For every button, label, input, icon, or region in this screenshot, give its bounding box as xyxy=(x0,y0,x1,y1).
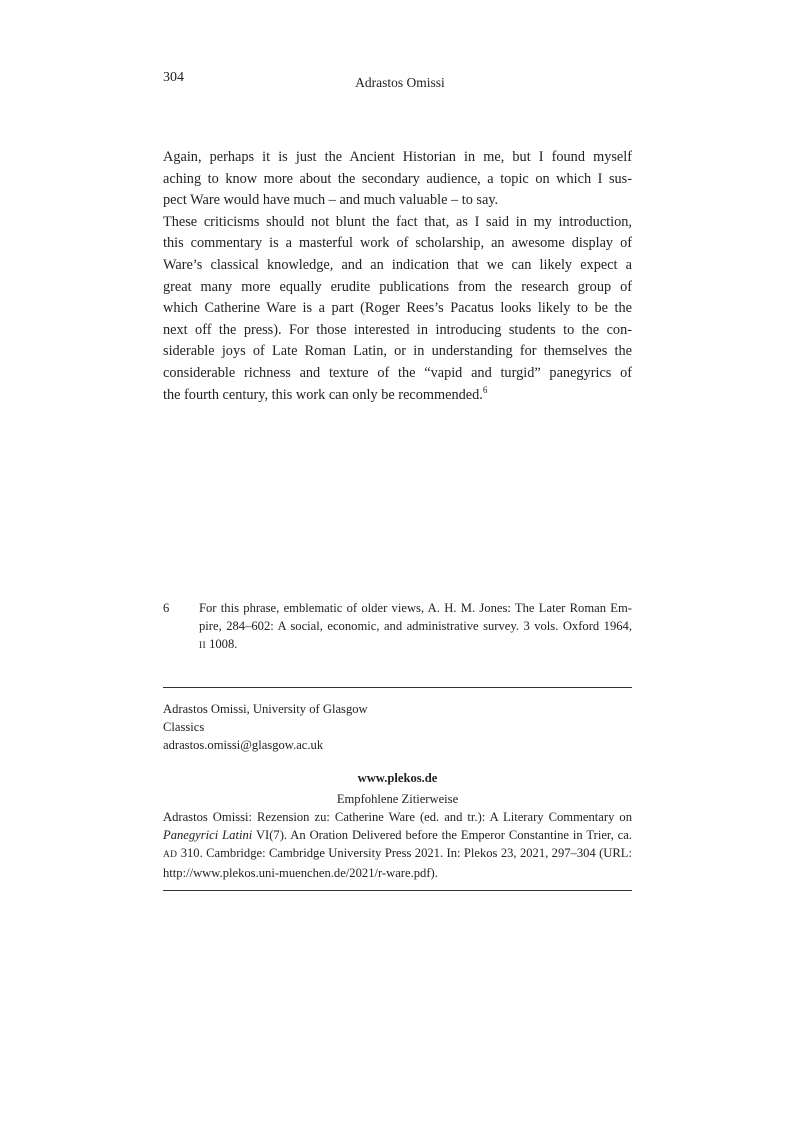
text-line: These criticisms should not blunt the fact that, as I said in my introduction, xyxy=(163,213,632,230)
small-caps: AD xyxy=(163,850,178,860)
text: VI(7). An Oration Delivered before the Emperor Constantine in Trier, ca. xyxy=(252,828,632,842)
text-line: Ware’s classical knowledge, and an indication that we can likely expect a xyxy=(163,256,632,273)
citation-heading: Empfohlene Zitierweise xyxy=(336,792,459,806)
author-department: Classics xyxy=(163,720,205,734)
text-line xyxy=(163,385,632,407)
main-text xyxy=(163,147,632,406)
small-caps: II xyxy=(199,641,206,651)
footnote xyxy=(163,599,632,655)
citation xyxy=(163,808,632,882)
text: 310. Cambridge: Cambridge University Press 2021. In: Plekos 23, 2021, 297–304 (URL: xyxy=(177,846,632,860)
divider xyxy=(163,890,632,891)
lower-section xyxy=(163,599,632,891)
citation-line xyxy=(163,826,632,844)
italic-title: Panegyrici Latini xyxy=(163,828,253,842)
text-line: aching to know more about the secondary audience, a topic on which I sus- xyxy=(163,170,632,187)
footnote-reference[interactable]: 6 xyxy=(482,384,488,395)
author-affiliation: Adrastos Omissi, University of Glasgow xyxy=(163,702,368,716)
footnote-body xyxy=(199,599,632,655)
text-line: siderable joys of Late Roman Latin, or in understanding for themselves the xyxy=(163,343,632,360)
text: 1008. xyxy=(205,637,238,651)
text-line: which Catherine Ware is a part (Roger Rees’s Pacatus looks likely to be the xyxy=(163,300,632,317)
footnote-line: For this phrase, emblematic of older views, A. H. M. Jones: The Later Roman Em- xyxy=(199,601,632,615)
paragraph-1 xyxy=(163,147,632,212)
site-link[interactable]: www.plekos.de xyxy=(357,771,438,785)
citation-line: Adrastos Omissi: Rezension zu: Catherine Ware (ed. and tr.): A Literary Commentary on xyxy=(163,810,632,824)
text-line: Again, perhaps it is just the Ancient Historian in me, but I found myself xyxy=(163,149,632,165)
text-line: this commentary is a masterful work of scholarship, an awesome display of xyxy=(163,235,632,252)
text-line: pect Ware would have much – and much valuable – to say. xyxy=(163,192,499,209)
citation-url[interactable]: http://www.plekos.uni-muenchen.de/2021/r-ware.pdf). xyxy=(163,866,438,880)
footnote-number: 6 xyxy=(163,601,170,615)
text-line: considerable richness and texture of the “vapid and turgid” panegyrics of xyxy=(163,364,632,381)
text-line: next off the press). For those interested in introducing students to the con- xyxy=(163,321,632,338)
running-title: Adrastos Omissi xyxy=(355,75,445,90)
author-block xyxy=(163,700,632,754)
text: the fourth century, this work can only be recommended. xyxy=(163,386,483,403)
footnote-line xyxy=(199,635,632,655)
author-email[interactable]: adrastos.omissi@glasgow.ac.uk xyxy=(163,738,324,752)
divider xyxy=(163,687,632,688)
text-line: great many more equally erudite publications from the research group of xyxy=(163,278,632,295)
paragraph-2 xyxy=(163,212,632,406)
footnote-line: pire, 284–602: A social, economic, and administrative survey. 3 vols. Oxford 1964, xyxy=(199,619,632,633)
page-number: 304 xyxy=(163,70,184,85)
citation-line xyxy=(163,844,632,864)
